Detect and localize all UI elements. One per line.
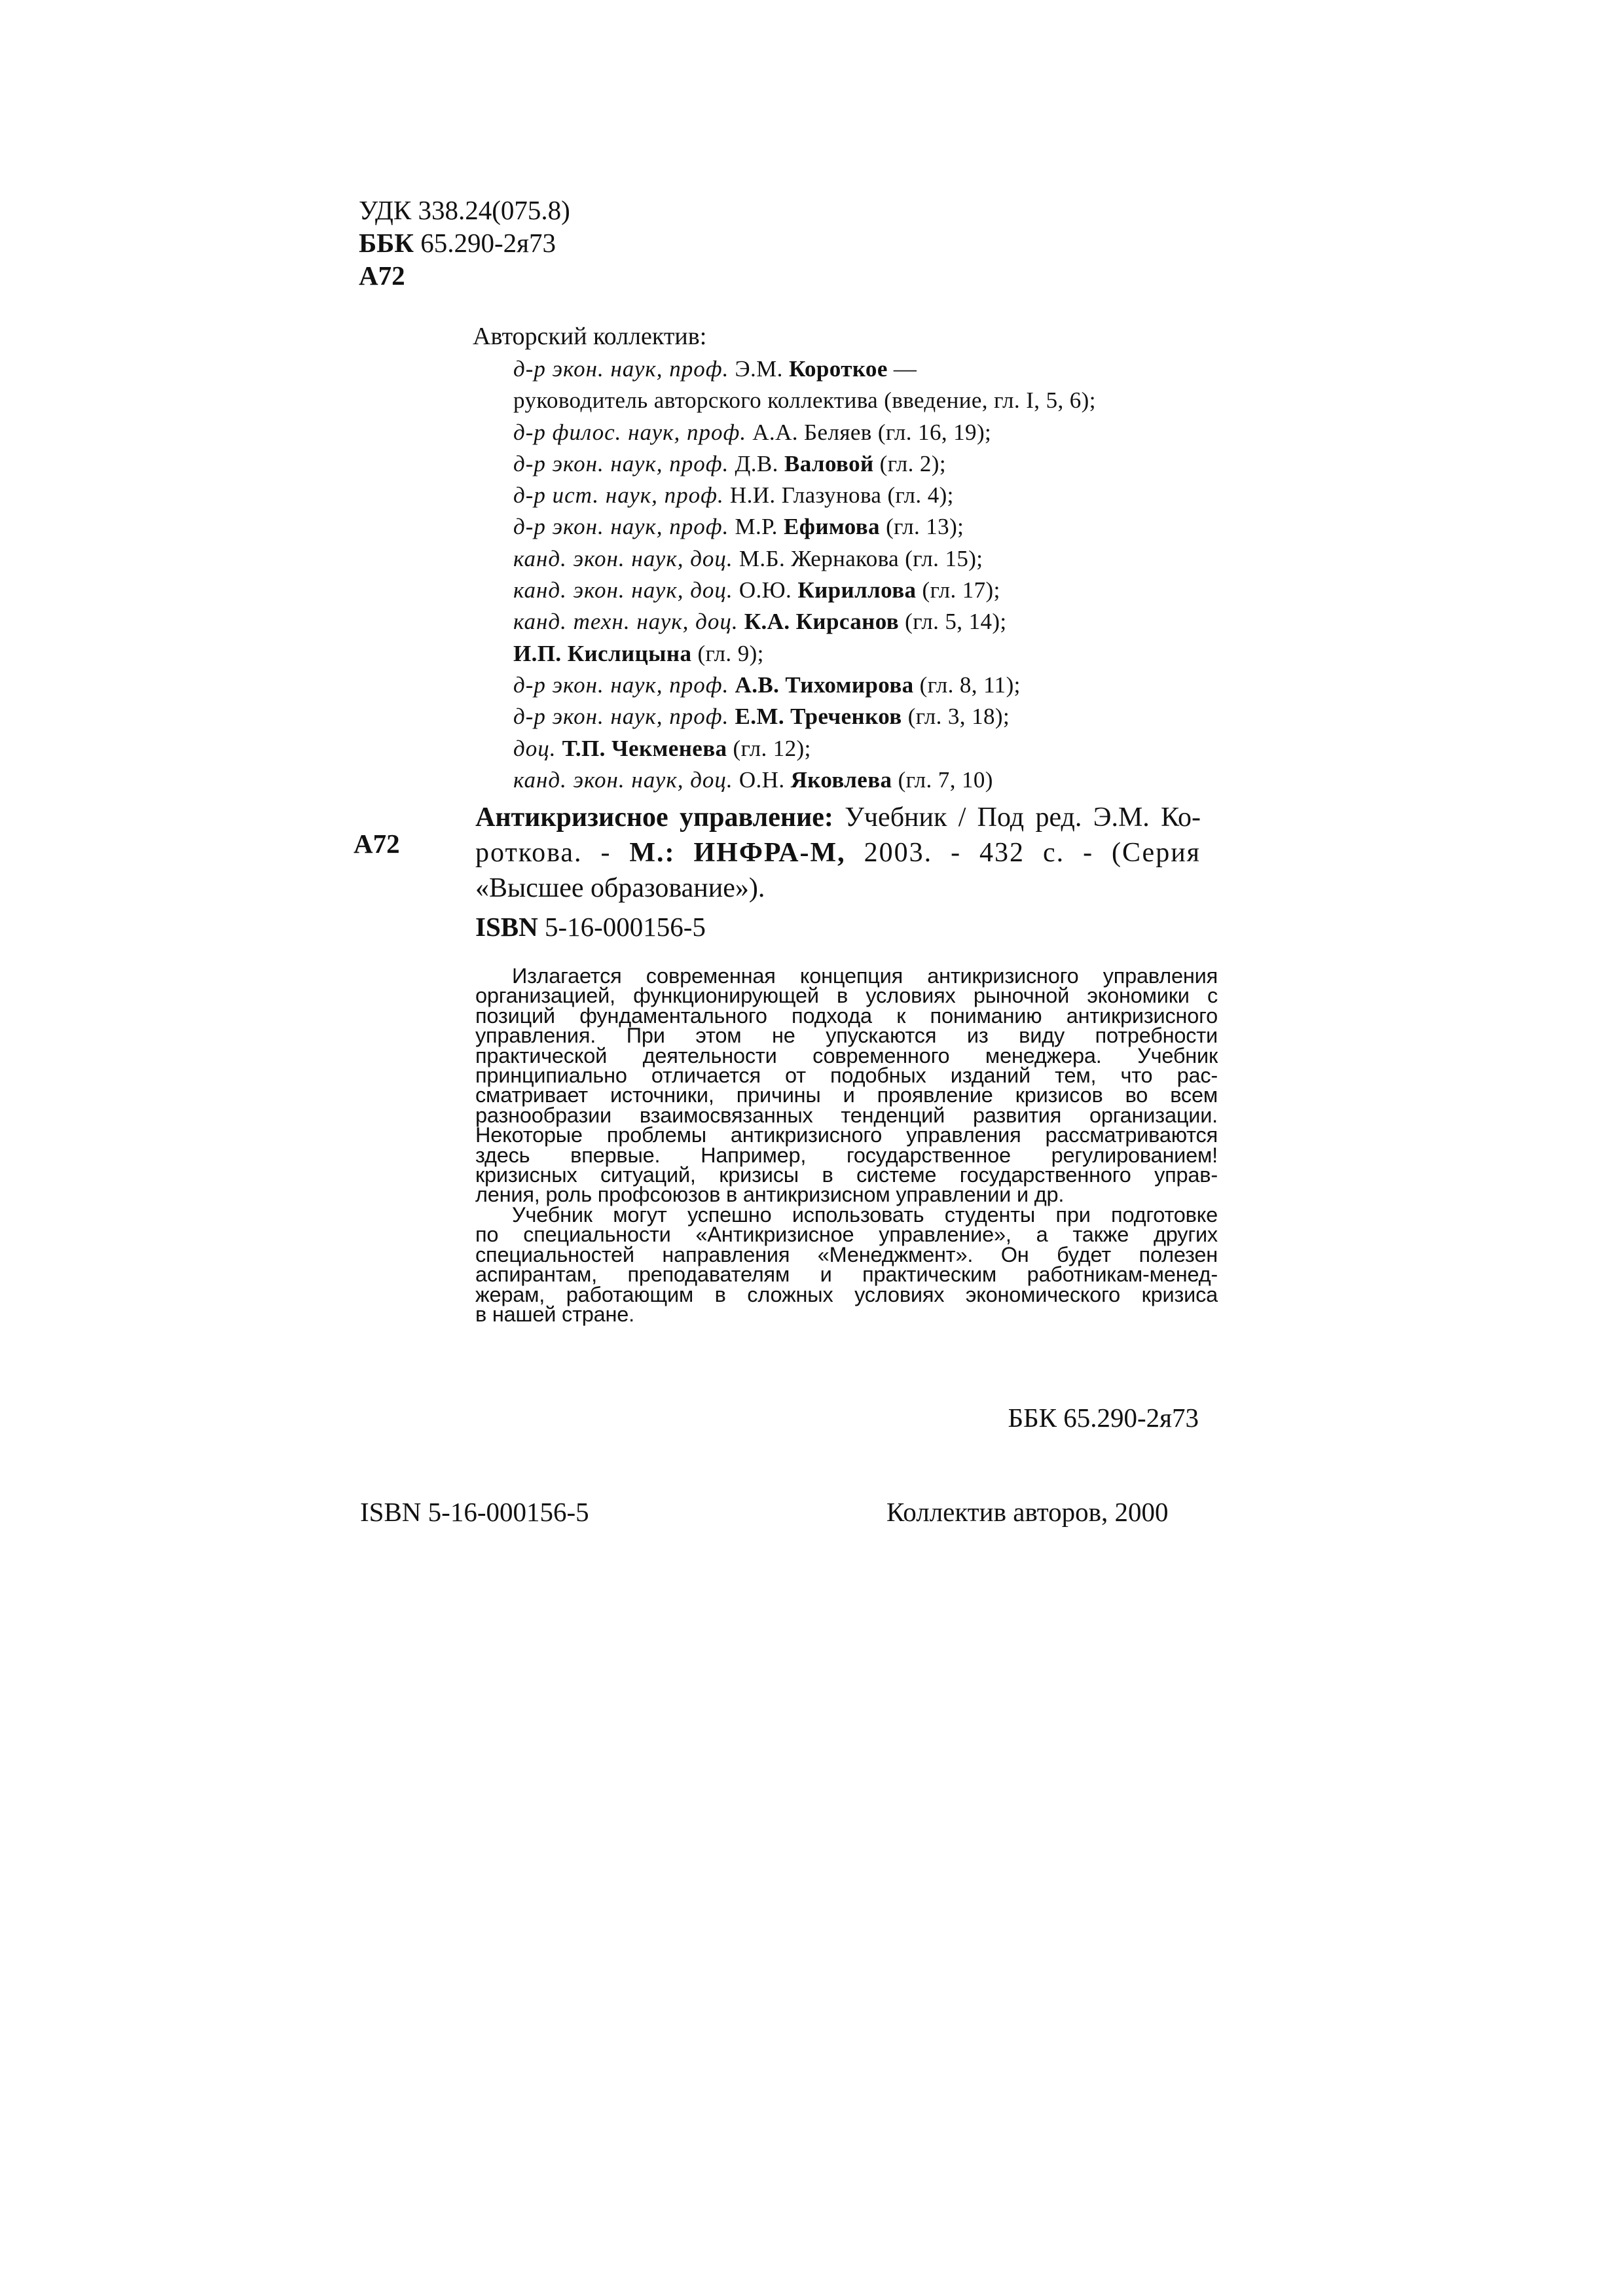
author-name-bold: Валовой [784,450,874,476]
author-title: д-р ист. наук, проф. [513,482,724,509]
author-name [729,704,735,729]
author-name-bold: Е.М. Треченков [735,704,902,730]
author-line [513,448,1096,480]
authors-section [473,319,1096,796]
author-name-bold: Т.П. Чекменева [562,735,727,761]
author-chapters: (гл. 5, 14); [899,609,1007,635]
abstract-line: жерам, работающим в сложных условиях экономического кризиса [475,1282,1218,1306]
book-title: Антикризисное управление: [475,802,833,833]
abstract-line: специальностей направления «Менеджмент». Он будет полезен [475,1242,1218,1266]
author-name-bold: К.А. Кирсанов [744,609,900,635]
author-title: д-р экон. наук, проф. [513,704,729,730]
author-chapters: (гл. 17); [916,577,1000,603]
abstract-line: принципиально отличается от подобных изданий тем, что рас- [475,1064,1218,1088]
author-name: О.Н. [733,766,791,793]
author-line [513,417,1096,448]
author-line [513,385,1096,416]
author-line [513,353,1096,385]
abstract-line: позиций фундаментального подхода к пониманию антикризисного [475,1003,1218,1028]
author-chapters: (гл. 8, 11); [913,672,1021,698]
author-name: А.А. Беляев (гл. 16, 19); [746,419,992,445]
bbk-label: ББК [359,228,414,258]
author-name-bold: Кириллова [797,577,917,603]
author-chapters: (гл. 13); [879,514,964,540]
author-chapters: (гл. 2); [873,450,946,476]
author-name: руководитель авторского коллектива (введение, гл. I, 5, 6); [513,387,1096,414]
footer-isbn: ISBN 5-16-000156-5 [360,1497,589,1527]
abstract-line: Некоторые проблемы антикризисного управления рассматриваются [475,1123,1218,1147]
isbn-value: 5-16-000156-5 [538,912,706,942]
author-name [739,609,744,634]
abstract-line: Излагается современная концепция антикризисного управления [512,964,1218,988]
author-name [729,672,735,698]
abstract-line: в нашей стране. [475,1302,634,1326]
author-line [513,480,1096,511]
abstract-line: здесь впервые. Например, государственное регулированием! [475,1143,1218,1167]
author-line [513,543,1096,575]
abstract-line: по специальности «Антикризисное управление», а также других [475,1223,1218,1247]
author-line [513,511,1096,543]
author-line [513,701,1096,732]
abstract-line: Учебник могут успешно использовать студенты при подготовке [512,1202,1218,1227]
footer-bbk: ББК 65.290-2я73 [1008,1403,1199,1433]
author-line [513,733,1096,764]
catalog-line-1 [475,800,1201,835]
author-title: д-р экон. наук, проф. [513,356,729,382]
publication-details: 2003. - 432 с. - (Серия [845,838,1201,868]
author-chapters: (гл. 9); [691,640,764,666]
abstract-line: кризисных ситуаций, кризисы в системе государственного управ- [475,1163,1218,1187]
author-line [513,638,1096,670]
author-title: д-р экон. наук, проф. [513,450,729,476]
author-line [513,606,1096,637]
author-name: М.Р. [729,514,784,540]
author-name-bold: А.В. Тихомирова [735,672,914,698]
author-chapters: (гл. 3, 18); [902,704,1010,730]
catalog-author-mark: А72 [354,829,400,859]
author-line [513,764,1096,796]
author-name: Н.И. Глазунова (гл. 4); [723,482,954,509]
author-title: канд. экон. наук, доц. [513,545,733,571]
abstract-line: ления, роль профсоюзов в антикризисном управлении и др. [475,1183,1065,1207]
author-title: д-р экон. наук, проф. [513,514,729,540]
catalog-isbn [475,911,706,942]
editor-info: Учебник / Под ред. Э.М. Ко- [833,802,1201,833]
bbk-code [359,226,570,259]
author-title: д-р филос. наук, проф. [513,419,747,445]
catalog-line-2 [475,835,1201,870]
author-name-bold: Яковлева [790,766,892,793]
abstract-line: управления. При этом не упускаются из виду потребности [475,1024,1218,1048]
author-name: Д.В. [729,450,784,476]
author-name [556,736,562,761]
author-title: канд. техн. наук, доц. [513,609,739,635]
abstract [475,966,1218,1324]
author-title: канд. экон. наук, доц. [513,577,733,603]
author-title: доц. [513,735,556,761]
author-chapters: (гл. 12); [727,735,811,761]
editor-surname: роткова. - [475,838,630,868]
author-name-bold: И.П. Кислицына [513,640,692,666]
udk-code: УДК 338.24(075.8) [359,195,570,225]
publisher: М.: ИНФРА-М, [629,838,846,868]
abstract-line: разнообразии взаимосвязанных тенденций развития организации. [475,1103,1218,1127]
author-chapters: — [887,356,917,382]
author-name-bold: Короткое [789,356,888,382]
abstract-line: аспирантам, преподавателям и практическим работникам-менед- [475,1263,1218,1287]
author-line [513,575,1096,606]
catalog-entry [475,800,1201,906]
catalog-line-3: «Высшее образование»). [475,873,765,903]
author-name: М.Б. Жернакова (гл. 15); [733,545,983,571]
author-mark [359,259,570,292]
abstract-line: практической деятельности современного менеджера. Учебник [475,1043,1218,1067]
author-chapters: (гл. 7, 10) [892,766,993,793]
isbn-label: ISBN [475,912,538,942]
abstract-line: сматривает источники, причины и проявление кризисов во всем [475,1083,1218,1107]
abstract-line: организацией, функционирующей в условиях рыночной экономики с [475,984,1218,1008]
author-mark-code: А72 [359,260,405,291]
author-name: О.Ю. [733,577,798,603]
author-line [513,670,1096,701]
classification-block [359,194,570,292]
author-title: д-р экон. наук, проф. [513,672,729,698]
footer-copyright: Коллектив авторов, 2000 [886,1497,1169,1527]
authors-list [513,353,1096,796]
author-name: Э.М. [729,356,789,382]
bbk-value: 65.290-2я73 [413,228,556,258]
authors-heading: Авторский коллектив: [473,323,707,350]
author-title: канд. экон. наук, доц. [513,766,733,793]
author-name-bold: Ефимова [783,514,880,540]
